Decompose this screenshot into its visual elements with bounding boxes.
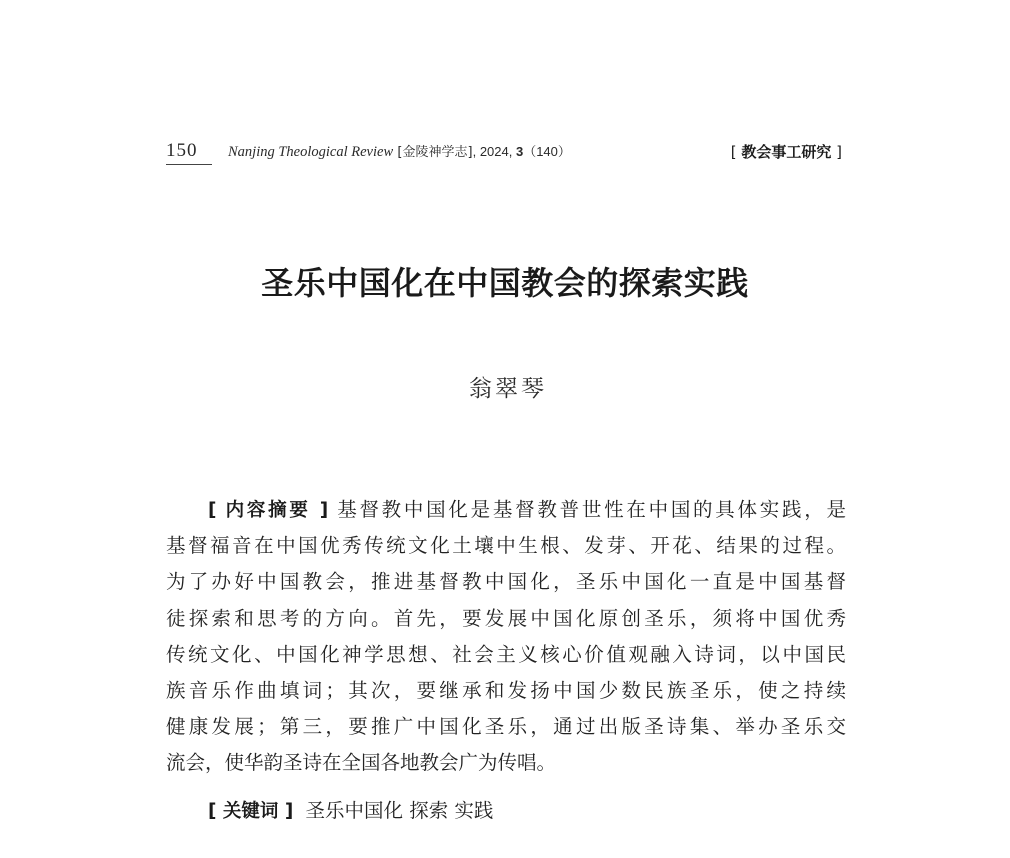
abstract-line: 健康发展；第三，要推广中国化圣乐，通过出版圣诗集、举办圣乐交 xyxy=(166,715,846,739)
abstract-line: 流会，使华韵圣诗在全国各地教会广为传唱。 xyxy=(166,751,557,775)
section-name: 教会事工研究 xyxy=(741,143,832,161)
running-header xyxy=(166,140,842,166)
abstract-label: [ 内容摘要 ] xyxy=(208,500,329,521)
abstract xyxy=(166,492,846,782)
abstract-line: 族音乐作曲填词；其次，要继承和发扬中国少数民族圣乐，使之持续 xyxy=(166,678,846,702)
article-author: 翁翠琴 xyxy=(469,376,547,402)
journal-citation xyxy=(228,142,571,163)
abstract-line: 传统文化、中国化神学思想、社会主义核心价值观融入诗词，以中国民 xyxy=(166,642,846,666)
journal-name: Nanjing Theological Review xyxy=(228,144,394,160)
journal-issue-total: （140） xyxy=(523,144,571,159)
section-bracket-close: ] xyxy=(831,143,842,161)
keywords-label: [ 关键词 ] xyxy=(208,801,294,822)
abstract-line xyxy=(166,492,846,528)
article-title: 圣乐中国化在中国教会的探索实践 xyxy=(261,264,749,302)
abstract-line: 为了办好中国教会，推进基督教中国化，圣乐中国化一直是中国基督 xyxy=(166,570,846,594)
abstract-text: 基督教中国化是基督教普世性在中国的具体实践，是 xyxy=(337,498,846,521)
keywords-list: 圣乐中国化 探索 实践 xyxy=(305,799,494,822)
page-number: 150 xyxy=(166,140,212,165)
abstract-line: 基督福音在中国优秀传统文化土壤中生根、发芽、开花、结果的过程。 xyxy=(166,534,846,558)
journal-cn-name: 金陵神学志 xyxy=(402,145,468,160)
journal-issue: 3 xyxy=(515,144,524,159)
section-tag xyxy=(731,141,842,162)
journal-bracket-open: [ xyxy=(397,145,403,160)
journal-bracket-close: ] xyxy=(467,145,473,160)
journal-year: , 2024, xyxy=(472,144,516,159)
section-bracket-open: [ xyxy=(730,143,742,161)
keywords xyxy=(208,793,493,830)
abstract-line: 徒探索和思考的方向。首先，要发展中国化原创圣乐，须将中国优秀 xyxy=(166,606,846,630)
